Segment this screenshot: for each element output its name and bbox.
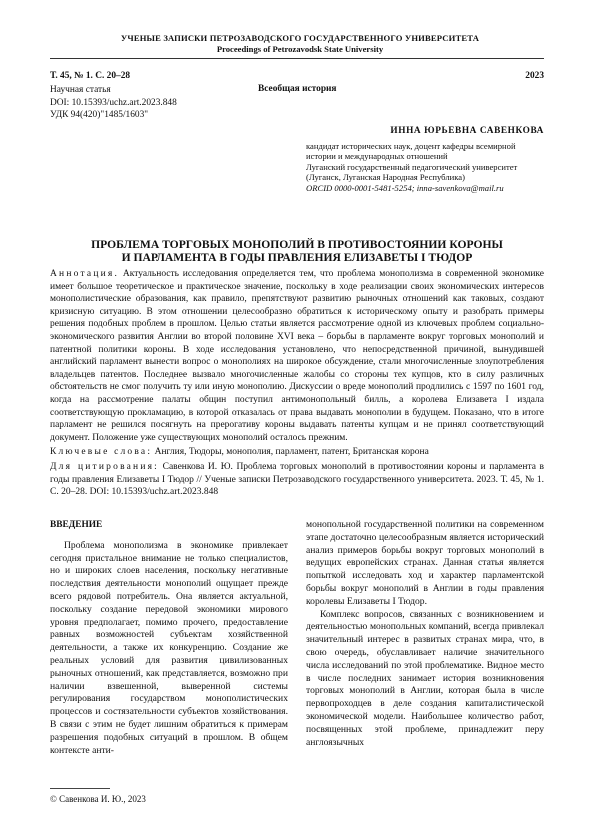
keywords-text: Англия, Тюдоры, монополия, парламент, патент, Британская корона [154,447,429,458]
citation-label: Для цитирования: [50,461,160,472]
article-title-line: ПРОБЛЕМА ТОРГОВЫХ МОНОПОЛИЙ В ПРОТИВОСТОЯНИИ КОРОНЫ [91,238,503,251]
body-column-right [306,519,544,749]
volume-pages: Т. 45, № 1. С. 20–28 [50,71,131,81]
abstract-text: Актуальность исследования определяется тем, что проблема монополизма в современной экономике имеет большое теоретическое и практическое значение, поскольку в ходе реализации своих экономических интересов монополистические образования, как правило, препятствуют развитию рыночных отношений как таковых, создают кризисную ситуацию. В этом отношении целесообразно обратиться к историческому опыту и разобрать примеры решения подобных проблем в прошлом. Целью статьи является рассмотрение одной из ключевых проблем социально-экономического развития Англии во второй половине XVI века – борьбы в парламенте вокруг торговых монополий и патентной политики короны. В ходе исследования установлено, что непосредственной причиной, вынудившей английский парламент вынести вопрос о монополиях на широкое обсуждение, стали многочисленные злоупотребления владельцев патентов. Последнее вызвало многочисленные жалобы со стороны тех купцов, кто в силу различных обстоятельств не смог получить ту или иную монополию. Дискуссии о вреде монополий продлились с 1597 по 1601 год, когда на рассмотрение палаты общин поступил антимонопольный билль, а королева Елизавета I издала соответствующую прокламацию, в которой отказалась от права выдавать монополии в будущем. Показано, что в итоге парламент не решился посягнуть на прерогативу короны выдавать патенты купцам и не принял соответствующий документ. Положение уже существующих монополий осталось прежним. [50,269,545,443]
author-degree-line: кандидат исторических наук, доцент кафедры всемирной [306,141,516,151]
abstract-paragraph [50,268,544,444]
citation-paragraph [50,461,544,499]
abstract-label: Аннотация. [50,269,120,279]
abstract-block [50,268,544,499]
body-paragraph: монопольной государственной политики на современном этапе достаточно целесообразным является исторический анализ примеров борьбы вокруг торговых монополий в ведущих европейских странах. Данная статья является попыткой исследовать ход и характер парламентской борьбы вокруг монополий в Англии в годы правления королевы Елизаветы I Тюдор. [306,519,544,607]
journal-title: УЧЕНЫЕ ЗАПИСКИ ПЕТРОЗАВОДСКОГО ГОСУДАРСТВЕННОГО УНИВЕРСИТЕТА [120,33,480,43]
article-title-line: И ПАРЛАМЕНТА В ГОДЫ ПРАВЛЕНИЯ ЕЛИЗАВЕТЫ I ТЮДОР [121,251,473,265]
citation-text: Савенкова И. Ю. Проблема торговых монополий в противостоянии короны и парламента в годы правления Елизаветы I Тюдор // Ученые записки Петрозаводского государственного университета. 2023. Т. 45, № 1. С. 20–28. DOI: 10.15393/uchz.art.2023.848 [50,461,544,498]
copyright-notice: © Савенкова И. Ю., 2023 [50,794,146,804]
keywords-label: Ключевые слова: [50,447,153,458]
author-affiliation [306,141,546,193]
header-rule [50,58,544,59]
author-degree-line: истории и международных отношений [306,151,448,162]
author-degree-line: Луганский государственный педагогический университет [306,161,518,172]
article-type: Научная статья [50,85,111,95]
author-contacts[interactable]: ORCID 0000-0001-5481-5254; inna-savenkova@mail.ru [306,182,504,193]
udc-line: УДК 94(420)"1485/1603" [50,110,149,121]
author-name: ИННА ЮРЬЕВНА САВЕНКОВА [390,126,544,136]
section-heading-introduction: ВВЕДЕНИЕ [50,520,103,530]
body-column-left [50,519,288,757]
journal-subtitle: Proceedings of Petrozavodsk State University [216,44,384,54]
body-paragraph: Комплекс вопросов, связанных с возникновением и деятельностью монопольных компаний, всегда привлекал значительный интерес в развитых странах мира, что, в свою очередь, обуславливает наличие значительного числа исследований по этой проблематике. Видное место в числе последних занимает история возникновения торговых монополий в Англии, которая была в числе первопроходцев в деле создания капиталистической экономической модели. Наибольшее количество работ, посвященных этой проблеме, принадлежит перу англоязычных [306,608,544,748]
article-meta [50,84,177,122]
keywords-paragraph [50,446,544,459]
doi-line[interactable]: DOI: 10.15393/uchz.art.2023.848 [50,97,177,108]
body-paragraph: Проблема монополизма в экономике привлекает сегодня пристальное внимание не только специалистов, но и широких слоев населения, поскольку негативные последствия деятельности монополий ощущает прежде всего рядовой потребитель. Она является актуальной, поскольку создание передовой экономики мирового уровня предполагает, помимо прочего, предоставление равных возможностей субъектам хозяйственной деятельности, а также их конкуренцию. Создание же реальных условий для развития цивилизованных рыночных отношений, как представляется, возможно при наличии взвешенной, выверенной системы регулирования государством монополистических процессов и состязательности субъектов хозяйствования. В связи с этим не будет лишним обратиться к примерам разрешения подобных ситуаций в прошлом. В общем контексте анти- [50,539,288,756]
footnote-rule [50,788,110,789]
publication-year: 2023 [525,71,544,81]
article-title [50,238,544,265]
section-name: Всеобщая история [258,84,337,94]
author-degree-line: (Луганск, Луганская Народная Республика) [306,172,465,183]
